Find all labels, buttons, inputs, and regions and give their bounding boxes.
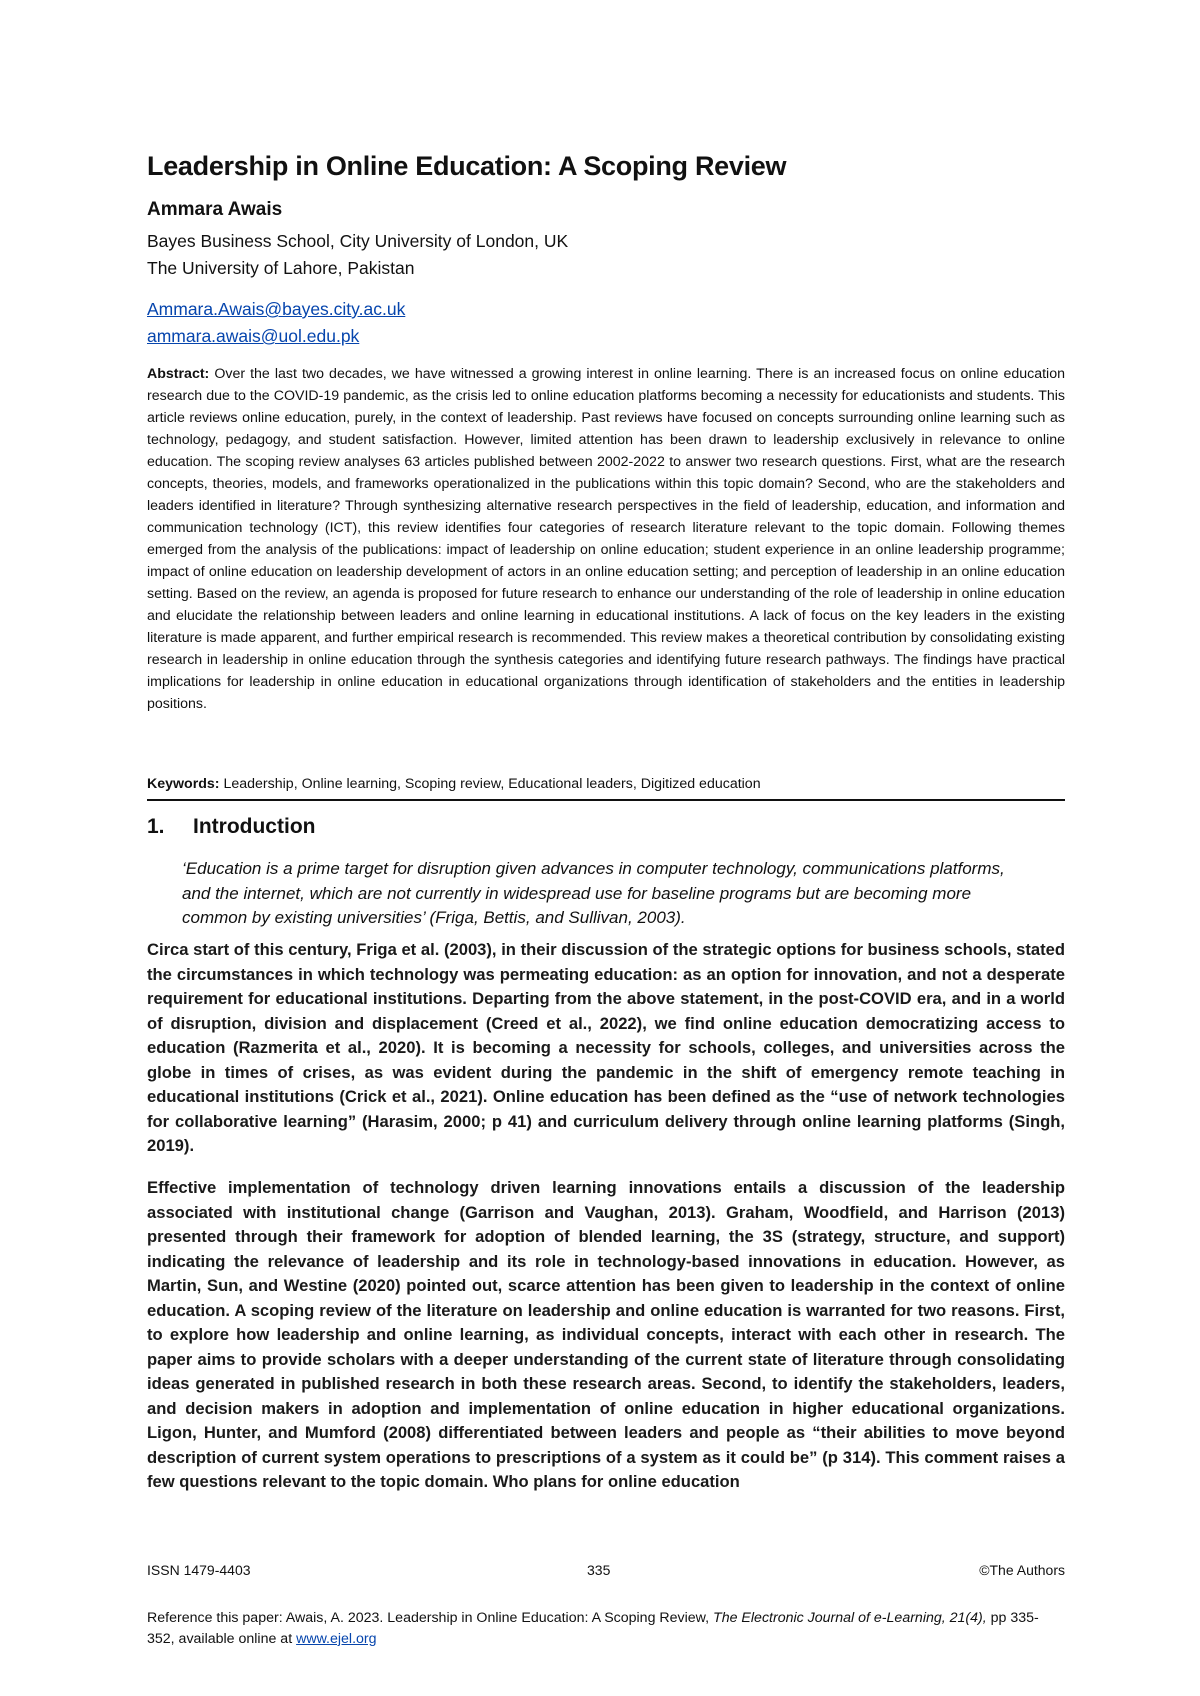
- section-number: 1.: [147, 815, 165, 838]
- keywords: [147, 773, 1065, 795]
- email-link-2[interactable]: ammara.awais@uol.edu.pk: [147, 326, 360, 346]
- reference-journal: The Electronic Journal of e-Learning, 21(4),: [713, 1610, 987, 1626]
- page-number: 335: [587, 1562, 611, 1578]
- footer-issn: ISSN 1479-4403: [147, 1562, 251, 1578]
- reference-prefix: Reference this paper: Awais, A. 2023. Leadership in Online Education: A Scoping Review,: [147, 1610, 710, 1626]
- epigraph-quote: ‘Education is a prime target for disruption given advances in computer technology, communications platforms, and the internet, which are not currently in widespread use for baseline programs but are becoming more common by existing universities’ (Friga, Bettis, and Sullivan, 2003).: [182, 859, 1005, 927]
- email-1: [147, 299, 1065, 320]
- affiliation-1: Bayes Business School, City University of London, UK: [147, 231, 569, 251]
- abstract-text: Over the last two decades, we have witnessed a growing interest in online learning. There is an increased focus on online education research due to the COVID-19 pandemic, as the crisis led to online education platforms becoming a necessity for educationists and students. This article reviews online education, purely, in the context of leadership. Past reviews have focused on concepts surrounding online learning such as technology, pedagogy, and student satisfaction. However, limited attention has been drawn to leadership exclusively in relevance to online education. The scoping review analyses 63 articles published between 2002-2022 to answer two research questions. First, what are the research concepts, theories, models, and frameworks operationalized in the publications within this topic domain? Second, who are the stakeholders and leaders identified in literature? Through synthesizing alternative research perspectives in the field of leadership, education, and information and communication technology (ICT), this review identifies four categories of research literature relevant to the topic domain. Following themes emerged from the analysis of the publications: impact of leadership on online education; student experience in an online leadership programme; impact of online education on leadership development of actors in an online education setting; and perception of leadership in an online education setting. Based on the review, an agenda is proposed for future research to enhance our understanding of the role of leadership in online education and elucidate the relationship between leaders and online learning in educational institutions. A lack of focus on the key leaders in the existing literature is made apparent, and further empirical research is recommended. This review makes a theoretical contribution by consolidating existing research in leadership in online education through the synthesis categories and identifying future research pathways. The findings have practical implications for leadership in online education in educational organizations through identification of stakeholders and the entities in leadership positions.: [147, 366, 1065, 712]
- body-paragraph: Effective implementation of technology driven learning innovations entails a discussion of the leadership associated with institutional change (Garrison and Vaughan, 2013). Graham, Woodfield, and Harrison (2013) presented through their framework for adoption of blended learning, the 3S (strategy, structure, and support) indicating the relevance of leadership and its role in technology-based innovations in education. However, as Martin, Sun, and Westine (2020) pointed out, scarce attention has been given to leadership in the context of online education. A scoping review of the literature on leadership and online education is warranted for two reasons. First, to explore how leadership and online learning, as individual concepts, interact with each other in research. The paper aims to provide scholars with a deeper understanding of the current state of literature through consolidating ideas generated in published research in both these research areas. Second, to identify the stakeholders, leaders, and decision makers in adoption and implementation of online education in higher educational organizations. Ligon, Hunter, and Mumford (2008) differentiated between leaders and people as “their abilities to move beyond description of current system operations to prescriptions of a system as it could be” (p 314). This comment raises a few questions relevant to the topic domain. Who plans for online education: [147, 1178, 1065, 1491]
- keywords-label: Keywords:: [147, 776, 220, 792]
- section-heading-introduction: [147, 815, 1065, 839]
- section-title: Introduction: [193, 815, 316, 838]
- email-2: [147, 326, 1065, 347]
- journal-link[interactable]: www.ejel.org: [296, 1631, 377, 1647]
- citation-reference: [147, 1608, 1065, 1650]
- author-name: Ammara Awais: [147, 199, 283, 220]
- footer-copyright: ©The Authors: [979, 1562, 1065, 1578]
- paper-title: Leadership in Online Education: A Scoping Review: [147, 151, 787, 181]
- affiliation-2: The University of Lahore, Pakistan: [147, 258, 415, 278]
- reference-pages: pp 335-352, available online at: [147, 1610, 1039, 1647]
- abstract-label: Abstract:: [147, 366, 210, 382]
- email-link-1[interactable]: Ammara.Awais@bayes.city.ac.uk: [147, 299, 406, 319]
- section-divider: [147, 799, 1065, 801]
- body-paragraph: Circa start of this century, Friga et al. (2003), in their discussion of the strategic options for business schools, stated the circumstances in which technology was permeating education: as an option for innovation, and not a desperate requirement for educational institutions. Departing from the above statement, in the post-COVID era, and in a world of disruption, division and displacement (Creed et al., 2022), we find online education democratizing access to education (Razmerita et al., 2020). It is becoming a necessity for schools, colleges, and universities across the globe in times of crises, as was evident during the pandemic in the shift of emergency remote teaching in educational institutions (Crick et al., 2021). Online education has been defined as the “use of network technologies for collaborative learning” (Harasim, 2000; p 41) and curriculum delivery through online learning platforms (Singh, 2019).: [147, 940, 1065, 1155]
- keywords-text: Leadership, Online learning, Scoping review, Educational leaders, Digitized education: [223, 776, 761, 792]
- abstract: [147, 363, 1065, 715]
